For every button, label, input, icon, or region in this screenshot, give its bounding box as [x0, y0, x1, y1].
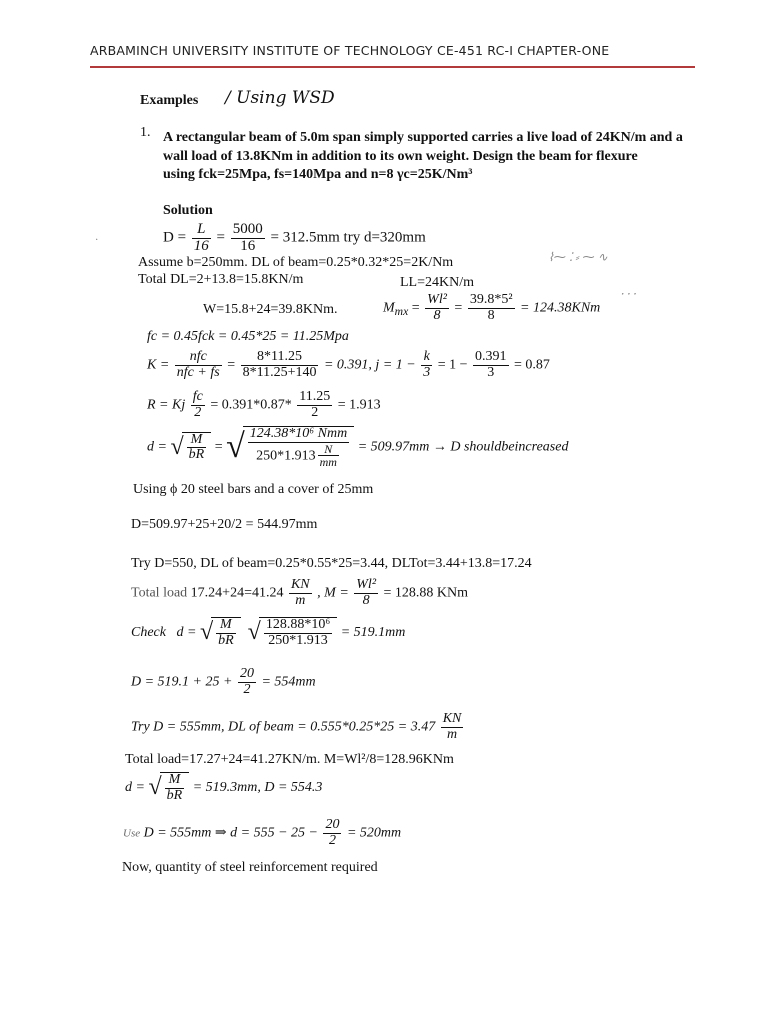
scan-noise-mark: ⸱ ⸱ ⸱ [620, 287, 636, 301]
check-inner-frac [216, 618, 236, 648]
check-label: Check [131, 624, 166, 640]
k-num-3: k [421, 350, 432, 366]
d5-lhs: d = [125, 779, 145, 795]
d2-inner-den: bR [188, 447, 205, 463]
d-num-2: 5000 [232, 221, 263, 237]
total-load-m-frac [354, 578, 378, 608]
using-line: Using ϕ 20 steel bars and a cover of 25mm [133, 482, 374, 497]
use-num: 20 [325, 817, 340, 832]
d4-rest: = 554mm [261, 674, 316, 690]
d-frac-2 [231, 222, 265, 255]
try-555-den: m [447, 726, 458, 742]
r-lhs: R = Kj [147, 397, 186, 413]
check-rest: = 519.1mm [340, 624, 406, 640]
problem-number: 1. [140, 125, 151, 140]
total-load-label: Total load [131, 585, 188, 601]
d2-big-den-a: 250*1.913 [256, 448, 316, 463]
solution-heading: Solution [163, 203, 213, 218]
examples-label: Examples [140, 93, 199, 108]
r-frac-2 [297, 390, 332, 420]
d4-frac [238, 667, 256, 697]
r-rest: = 1.913 [337, 397, 381, 413]
k-den-2: 8*11.25+140 [242, 364, 317, 380]
d2-lhs: d = [147, 439, 167, 455]
fc-line: fc = 0.45fck = 0.45*25 = 11.25Mpa [147, 329, 349, 344]
now-line: Now, quantity of steel reinforcement required [122, 860, 378, 875]
equation-K: K = $\frac{\text{nfc}}{\text{nfc + fs}}$ = $\frac{8*11.25}{8*11.25+140}$ = 0.391, j = 1 − $\frac{k}{3}$ = 1 − $\frac{0.391}{3}$ = 0.87 [147, 349, 550, 380]
k-den-4: 3 [487, 364, 495, 380]
d2-big-den [248, 443, 349, 469]
d2-unit-den: mm [319, 455, 337, 470]
check-big-num: 128.88*10⁶ [265, 617, 331, 632]
total-load-m-den: 8 [362, 592, 370, 608]
total-dl-line: Total DL=2+13.8=15.8KN/m [138, 272, 304, 287]
total-load-2-line: Total load=17.27+24=41.27KN/m. M=Wl²/8=128.96KNm [125, 752, 454, 767]
d-den-1: 16 [193, 237, 209, 254]
try-555-line [131, 712, 465, 742]
d4-a: D = 519.1 + 25 + [131, 674, 233, 690]
m-den-2: 8 [487, 307, 495, 323]
equation-D: D = $\frac{L}{16}$ = $\frac{5000}{16}$ = 312.5mm try d=320mm [163, 221, 426, 254]
m-frac-1 [425, 293, 449, 323]
use-line [123, 818, 401, 848]
check-inner-den: bR [218, 632, 234, 648]
check-line: Check d = √ $\frac{M}{bR}$ √ $\frac{\text{128.88*10⁶}}{250*1.913}$ = 519.1mm [131, 617, 406, 648]
r-mid: = 0.391*0.87* [210, 397, 292, 413]
m-num-2: 39.8*5² [469, 292, 513, 307]
k-mid-2: = 1 − [437, 357, 468, 373]
try-555-frac [441, 712, 464, 742]
d-frac-1 [192, 222, 211, 255]
problem-line-2: wall load of 13.8KNm in addition to its own weight. Design the beam for flexure [163, 149, 638, 164]
header-rule [90, 66, 695, 68]
m-rest: = 124.38KNm [520, 300, 601, 316]
use-label: Use [123, 827, 141, 840]
d5-inner-frac [165, 773, 185, 803]
total-load-num: KN [290, 577, 310, 592]
total-load-m: , M = [317, 585, 349, 601]
r-den-2: 2 [311, 404, 319, 420]
d2-unit-frac [318, 443, 339, 469]
total-load-m-num: Wl² [356, 577, 377, 592]
d2-big-frac [248, 427, 349, 469]
assume-line: Assume b=250mm. DL of beam=0.25*0.32*25=2K/Nm [138, 255, 454, 270]
m-lhs: M [383, 300, 395, 316]
r-num-1: fc [192, 389, 203, 404]
d2-inner-num: M [187, 433, 207, 449]
equation-d: d = √ $\frac{M}{bR}$ = √ 124.38*10⁶ Nmm 250*1.913 $\frac{N}{mm}$ = 509.97mm → D shouldbeincreased [147, 426, 569, 470]
k-rest: = 0.87 [514, 357, 550, 373]
check-big-frac [264, 618, 332, 648]
d3-line: D=509.97+25+20/2 = 544.97mm [131, 517, 318, 532]
use-rest: = 520mm [346, 825, 402, 841]
total-load-line [131, 578, 468, 608]
r-den-1: 2 [194, 404, 202, 420]
try-555-num: KN [442, 711, 462, 726]
d-num-1: L [192, 222, 211, 239]
d5-rest: = 519.3mm, D = 554.3 [192, 779, 323, 795]
d4-num: 20 [239, 666, 254, 681]
k-frac-1 [175, 350, 222, 380]
m-den-1: 8 [433, 307, 441, 323]
use-den: 2 [328, 832, 336, 848]
m-sub: mx [394, 305, 409, 319]
ll-line: LL=24KN/m [400, 275, 474, 290]
r-num-2: 11.25 [299, 389, 331, 404]
d2-big-num: 124.38*10⁶ Nmm [249, 426, 348, 441]
check-d: d = [176, 624, 197, 640]
k-num-1: nfc [175, 350, 222, 366]
page-header: ARBAMINCH UNIVERSITY INSTITUTE OF TECHNOLOGY CE-451 RC-I CHAPTER-ONE [90, 43, 610, 58]
d5-inner-num: M [165, 773, 185, 789]
d2-unit-num: N [318, 443, 339, 457]
w-line: W=15.8+24=39.8KNm. [203, 302, 338, 317]
total-load-frac [289, 578, 312, 608]
equation-M: $M_{mx}$ = $\frac{\text{Wl²}}{8}$ = $\frac{\text{39.8*5²}}{8}$ = 124.38KNm [383, 292, 601, 323]
k-frac-3 [421, 350, 432, 380]
k-den-1: nfc + fs [176, 364, 220, 380]
d4-line [131, 667, 316, 697]
d2-rest: = 509.97mm → D shouldbeincreased [357, 439, 569, 455]
k-den-3: 3 [423, 364, 431, 380]
equation-R [147, 390, 381, 420]
total-load-rest: = 128.88 KNm [383, 585, 469, 601]
check-inner-num: M [216, 618, 236, 634]
try-555-a: Try D = 555mm, DL of beam = 0.555*0.25*25 = 3.47 [131, 719, 436, 735]
d-den-2: 16 [240, 237, 256, 254]
k-frac-4 [473, 350, 509, 380]
d4-den: 2 [243, 681, 251, 697]
k-lhs: K = [147, 357, 170, 373]
use-frac [323, 818, 341, 848]
k-frac-2 [241, 350, 319, 380]
d5-inner-den: bR [166, 787, 183, 803]
scan-noise-mark: ⌇⁓ ⁚ ⸗ ⁓ ∿ [548, 250, 608, 264]
check-big-den: 250*1.913 [268, 632, 328, 648]
try-550-line: Try D=550, DL of beam=0.25*0.55*25=3.44, DLTot=3.44+13.8=17.24 [131, 556, 532, 571]
m-num-1: Wl² [427, 292, 447, 307]
d-rest: = 312.5mm try d=320mm [270, 229, 426, 246]
problem-line-1: A rectangular beam of 5.0m span simply supported carries a live load of 24KN/m and a [163, 130, 683, 145]
k-num-4: 0.391 [475, 349, 507, 364]
total-load-a: 17.24+24=41.24 [190, 585, 284, 601]
m-frac-2 [468, 293, 515, 323]
problem-line-3: using fck=25Mpa, fs=140Mpa and n=8 γc=25K/Nm³ [163, 167, 473, 182]
r-frac-1 [191, 390, 205, 420]
handwritten-note: / Using WSD [225, 88, 335, 108]
total-load-den: m [295, 592, 306, 608]
k-mid: = 0.391, j = 1 − [323, 357, 416, 373]
scan-noise-mark: · [95, 232, 98, 246]
k-num-2: 8*11.25 [241, 350, 319, 366]
d2-eq: = [214, 439, 223, 455]
d2-inner-frac [187, 433, 207, 463]
use-a: D = 555mm ⇒ d = 555 − 25 − [143, 825, 318, 841]
d-lhs: D = [163, 229, 187, 246]
equation-d5: d = √ $\frac{M}{bR}$ = 519.3mm, D = 554.3 [125, 772, 323, 803]
